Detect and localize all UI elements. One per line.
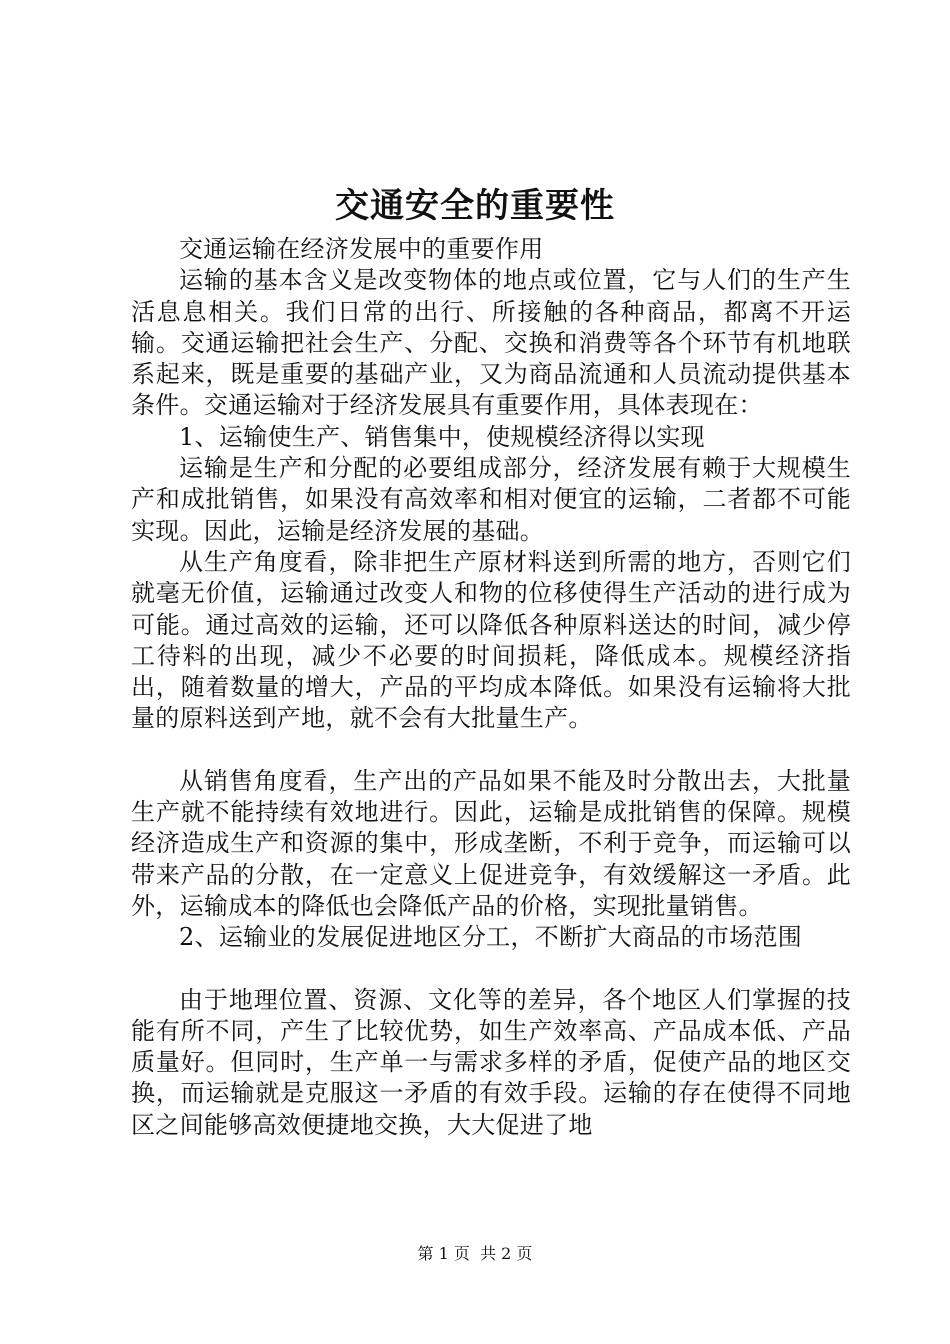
page-footer	[0, 1242, 950, 1266]
paragraph-intro: 运输的基本含义是改变物体的地点或位置，它与人们的生产生活息息相关。我们日常的出行、所接触的各种商品，都离不开运输。交通运输把社会生产、分配、交换和消费等各个环节有机地联系起来，既是重要的基础产业，又为商品流通和人员流动提供基本条件。交通运输对于经济发展具有重要作用，具体表现在：	[131, 266, 851, 420]
paragraph-production-view: 从生产角度看，除非把生产原材料送到所需的地方，否则它们就毫无价值，运输通过改变人和物的位移使得生产活动的进行成为可能。通过高效的运输，还可以降低各种原料送达的时间，减少停工待料的出现，减少不必要的时间损耗，降低成本。规模经济指出，随着数量的增大，产品的平均成本降低。如果没有运输将大批量的原料送到产地，就不会有大批量生产。	[131, 547, 851, 733]
paragraph-regional-division: 由于地理位置、资源、文化等的差异，各个地区人们掌握的技能有所不同，产生了比较优势，如生产效率高、产品成本低、产品质量好。但同时，生产单一与需求多样的矛盾，促使产品的地区交换，而运输就是克服这一矛盾的有效手段。运输的存在使得不同地区之间能够高效便捷地交换，大大促进了地	[131, 985, 851, 1139]
paragraph-sales-view: 从销售角度看，生产出的产品如果不能及时分散出去，大批量生产就不能持续有效地进行。因此，运输是成批销售的保障。规模经济造成生产和资源的集中，形成垄断，不利于竞争，而运输可以带来产品的分散，在一定意义上促进竞争，有效缓解这一矛盾。此外，运输成本的降低也会降低产品的价格，实现批量销售。	[131, 766, 851, 920]
paragraph-subheading-1: 1、运输使生产、销售集中，使规模经济得以实现	[179, 422, 705, 451]
document-body	[131, 234, 851, 1141]
paragraph-heading-main: 交通运输在经济发展中的重要作用	[179, 235, 544, 263]
paragraph-transport-basis: 运输是生产和分配的必要组成部分，经济发展有赖于大规模生产和成批销售，如果没有高效率和相对便宜的运输，二者都不可能实现。因此，运输是经济发展的基础。	[131, 454, 851, 545]
document-title: 交通安全的重要性	[335, 186, 615, 226]
page-number-label: 第 1 页 共 2 页	[417, 1244, 533, 1263]
paragraph-subheading-2: 2、运输业的发展促进地区分工，不断扩大商品的市场范围	[179, 923, 803, 952]
